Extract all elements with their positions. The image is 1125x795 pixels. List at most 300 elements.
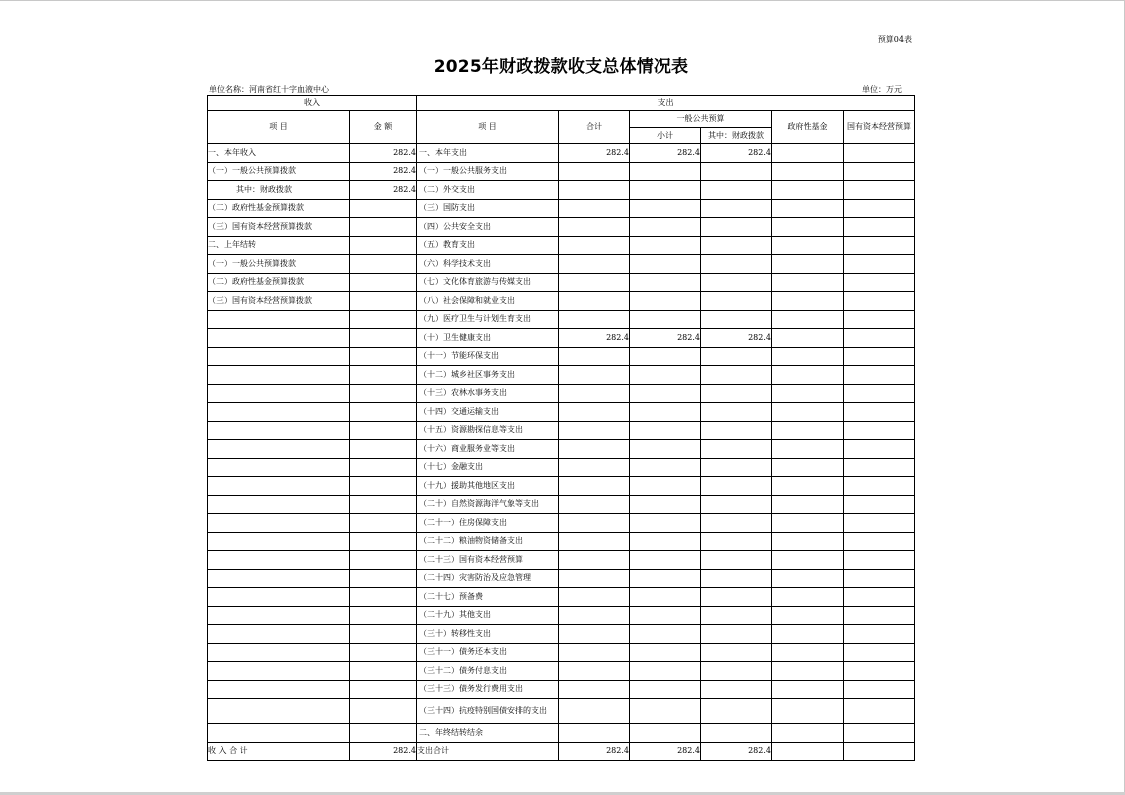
expense-header: 支出 <box>417 96 915 111</box>
expense-item-cell: （十二）城乡社区事务支出 <box>417 366 559 385</box>
fiscal-cell <box>701 643 772 662</box>
gov-fund-cell <box>772 329 844 348</box>
expense-gov-fund-cell <box>772 742 844 760</box>
total-cell <box>559 458 630 477</box>
fiscal-cell <box>701 421 772 440</box>
state-capital-cell <box>844 199 915 218</box>
income-amount-cell <box>350 218 417 237</box>
table-row <box>208 514 915 533</box>
income-item-cell <box>208 643 350 662</box>
expense-item-cell: （十五）资源勘探信息等支出 <box>417 421 559 440</box>
state-capital-cell <box>844 236 915 255</box>
income-item-cell <box>208 588 350 607</box>
gov-fund-cell <box>772 477 844 496</box>
income-amount-cell <box>350 680 417 699</box>
fiscal-cell <box>701 218 772 237</box>
state-capital-cell <box>844 724 915 743</box>
table-row <box>208 199 915 218</box>
income-amount-cell <box>350 310 417 329</box>
fiscal-cell <box>701 403 772 422</box>
fiscal-cell <box>701 625 772 644</box>
table-row <box>208 643 915 662</box>
total-cell <box>559 403 630 422</box>
state-capital-cell <box>844 606 915 625</box>
gov-fund-cell <box>772 724 844 743</box>
fiscal-cell: 282.4 <box>701 329 772 348</box>
income-item-cell <box>208 551 350 570</box>
income-item-cell <box>208 514 350 533</box>
table-row <box>208 366 915 385</box>
expense-item-cell: （二十三）国有资本经营预算 <box>417 551 559 570</box>
state-capital-cell <box>844 699 915 724</box>
income-amount-cell: 282.4 <box>350 181 417 200</box>
subtotal-cell <box>630 347 701 366</box>
income-amount-cell <box>350 292 417 311</box>
subtotal-cell <box>630 421 701 440</box>
subtotal-cell <box>630 366 701 385</box>
total-cell <box>559 440 630 459</box>
income-item-cell <box>208 724 350 743</box>
state-capital-cell <box>844 421 915 440</box>
income-amount-cell <box>350 724 417 743</box>
expense-item-cell: （七）文化体育旅游与传媒支出 <box>417 273 559 292</box>
income-amount-cell <box>350 569 417 588</box>
income-item-cell <box>208 347 350 366</box>
expense-item-cell: （八）社会保障和就业支出 <box>417 292 559 311</box>
fiscal-header: 其中：财政拨款 <box>701 128 772 144</box>
expense-item-cell: （二十）自然资源海洋气象等支出 <box>417 495 559 514</box>
income-amount-header: 金 额 <box>350 111 417 144</box>
expense-item-cell: （九）医疗卫生与计划生育支出 <box>417 310 559 329</box>
table-row <box>208 236 915 255</box>
total-cell <box>559 625 630 644</box>
total-cell <box>559 680 630 699</box>
gov-fund-cell <box>772 144 844 163</box>
table-row <box>208 384 915 403</box>
fiscal-cell <box>701 724 772 743</box>
gov-fund-cell <box>772 569 844 588</box>
table-row <box>208 292 915 311</box>
fiscal-cell <box>701 162 772 181</box>
income-amount-cell <box>350 514 417 533</box>
state-capital-cell <box>844 662 915 681</box>
subtotal-cell <box>630 440 701 459</box>
table-row <box>208 606 915 625</box>
expense-item-cell: （十七）金融支出 <box>417 458 559 477</box>
income-item-cell <box>208 625 350 644</box>
gov-fund-cell <box>772 199 844 218</box>
subtotal-cell <box>630 532 701 551</box>
gov-fund-cell <box>772 606 844 625</box>
income-item-cell: 二、上年结转 <box>208 236 350 255</box>
expense-fiscal-cell: 282.4 <box>701 742 772 760</box>
state-capital-cell <box>844 181 915 200</box>
total-cell <box>559 236 630 255</box>
income-amount-cell <box>350 551 417 570</box>
income-amount-cell <box>350 643 417 662</box>
expense-item-cell: （二十七）预备费 <box>417 588 559 607</box>
income-item-cell <box>208 458 350 477</box>
table-row <box>208 310 915 329</box>
state-capital-cell <box>844 347 915 366</box>
subtotal-cell <box>630 310 701 329</box>
table-row <box>208 699 915 724</box>
expense-subtotal-cell: 282.4 <box>630 742 701 760</box>
table-row <box>208 724 915 743</box>
income-item-cell: （一）一般公共预算拨款 <box>208 162 350 181</box>
fiscal-cell <box>701 273 772 292</box>
state-capital-cell <box>844 458 915 477</box>
income-item-cell <box>208 384 350 403</box>
table-row <box>208 403 915 422</box>
state-capital-cell <box>844 403 915 422</box>
gov-fund-cell <box>772 440 844 459</box>
gov-fund-cell <box>772 421 844 440</box>
expense-item-cell: （十四）交通运输支出 <box>417 403 559 422</box>
income-amount-cell <box>350 440 417 459</box>
income-amount-cell <box>350 329 417 348</box>
expense-item-cell: （一）一般公共服务支出 <box>417 162 559 181</box>
fiscal-cell <box>701 199 772 218</box>
subtotal-cell <box>630 643 701 662</box>
state-capital-cell <box>844 495 915 514</box>
subtotal-cell <box>630 625 701 644</box>
total-cell <box>559 273 630 292</box>
state-capital-cell <box>844 292 915 311</box>
fiscal-cell <box>701 366 772 385</box>
expense-item-cell: （二十九）其他支出 <box>417 606 559 625</box>
subtotal-cell <box>630 477 701 496</box>
budget-table <box>207 95 915 761</box>
fiscal-cell <box>701 569 772 588</box>
total-cell <box>559 162 630 181</box>
expense-item-cell: （三十一）债务还本支出 <box>417 643 559 662</box>
expense-item-cell: （十三）农林水事务支出 <box>417 384 559 403</box>
gov-fund-cell <box>772 403 844 422</box>
subtotal-cell: 282.4 <box>630 329 701 348</box>
income-item-cell <box>208 329 350 348</box>
income-amount-cell <box>350 662 417 681</box>
subtotal-cell <box>630 255 701 274</box>
table-row <box>208 329 915 348</box>
total-cell <box>559 551 630 570</box>
fiscal-cell <box>701 514 772 533</box>
subtotal-cell: 282.4 <box>630 144 701 163</box>
table-row <box>208 625 915 644</box>
subtotal-cell <box>630 588 701 607</box>
table-row <box>208 421 915 440</box>
fiscal-cell <box>701 310 772 329</box>
income-amount-cell: 282.4 <box>350 162 417 181</box>
income-item-cell <box>208 440 350 459</box>
total-cell <box>559 366 630 385</box>
table-row <box>208 181 915 200</box>
state-capital-cell <box>844 273 915 292</box>
subtotal-cell <box>630 273 701 292</box>
total-cell <box>559 495 630 514</box>
total-cell <box>559 606 630 625</box>
subtotal-cell <box>630 724 701 743</box>
expense-total-cell: 282.4 <box>559 742 630 760</box>
income-amount-cell <box>350 699 417 724</box>
gov-fund-cell <box>772 699 844 724</box>
page-top-border <box>0 0 1125 1</box>
subtotal-cell <box>630 162 701 181</box>
subtotal-cell <box>630 495 701 514</box>
expense-item-cell: （三）国防支出 <box>417 199 559 218</box>
expense-item-cell: （二）外交支出 <box>417 181 559 200</box>
state-capital-cell <box>844 162 915 181</box>
state-capital-cell <box>844 569 915 588</box>
fiscal-cell <box>701 440 772 459</box>
fiscal-cell: 282.4 <box>701 144 772 163</box>
income-header: 收入 <box>208 96 417 111</box>
income-item-cell: 其中：财政拨款 <box>208 181 350 200</box>
state-capital-cell <box>844 310 915 329</box>
subtotal-cell <box>630 606 701 625</box>
income-total-amount: 282.4 <box>350 742 417 760</box>
subtotal-cell <box>630 569 701 588</box>
income-total-label: 收 入 合 计 <box>208 742 350 760</box>
subtotal-header: 小计 <box>630 128 701 144</box>
subtotal-cell <box>630 218 701 237</box>
fiscal-cell <box>701 384 772 403</box>
subtotal-cell <box>630 384 701 403</box>
fiscal-cell <box>701 532 772 551</box>
expense-item-cell: （三十）转移性支出 <box>417 625 559 644</box>
income-amount-cell <box>350 384 417 403</box>
income-item-cell: （二）政府性基金预算拨款 <box>208 273 350 292</box>
gov-fund-cell <box>772 662 844 681</box>
income-amount-cell <box>350 199 417 218</box>
table-row <box>208 680 915 699</box>
income-item-cell <box>208 699 350 724</box>
total-cell <box>559 662 630 681</box>
fiscal-cell <box>701 699 772 724</box>
total-cell <box>559 643 630 662</box>
subtotal-cell <box>630 199 701 218</box>
table-row <box>208 347 915 366</box>
gov-fund-cell <box>772 384 844 403</box>
gov-fund-cell <box>772 514 844 533</box>
table-row <box>208 662 915 681</box>
gov-fund-cell <box>772 458 844 477</box>
income-item-cell: （一）一般公共预算拨款 <box>208 255 350 274</box>
total-cell <box>559 588 630 607</box>
total-cell <box>559 532 630 551</box>
expense-item-cell: （十）卫生健康支出 <box>417 329 559 348</box>
gov-fund-cell <box>772 310 844 329</box>
income-amount-cell: 282.4 <box>350 144 417 163</box>
total-cell <box>559 347 630 366</box>
gov-fund-cell <box>772 181 844 200</box>
expense-item-cell: （五）教育支出 <box>417 236 559 255</box>
state-capital-cell <box>844 477 915 496</box>
total-cell <box>559 199 630 218</box>
state-capital-cell <box>844 625 915 644</box>
gov-fund-header: 政府性基金 <box>772 111 844 144</box>
expense-item-cell: （六）科学技术支出 <box>417 255 559 274</box>
income-item-cell <box>208 310 350 329</box>
income-amount-cell <box>350 495 417 514</box>
income-item-cell: 一、本年收入 <box>208 144 350 163</box>
income-item-header: 项 目 <box>208 111 350 144</box>
gov-fund-cell <box>772 255 844 274</box>
income-amount-cell <box>350 588 417 607</box>
fiscal-cell <box>701 477 772 496</box>
income-item-cell <box>208 532 350 551</box>
table-row <box>208 162 915 181</box>
income-item-cell: （三）国有资本经营预算拨款 <box>208 218 350 237</box>
subtotal-cell <box>630 292 701 311</box>
income-item-cell: （三）国有资本经营预算拨款 <box>208 292 350 311</box>
income-amount-cell <box>350 532 417 551</box>
expense-state-capital-cell <box>844 742 915 760</box>
expense-item-cell: （十九）援助其他地区支出 <box>417 477 559 496</box>
gov-fund-cell <box>772 292 844 311</box>
expense-item-cell: （三十三）债务发行费用支出 <box>417 680 559 699</box>
state-capital-header: 国有资本经营预算 <box>844 111 915 144</box>
expense-item-cell: （四）公共安全支出 <box>417 218 559 237</box>
expense-item-cell: （十六）商业服务业等支出 <box>417 440 559 459</box>
expense-item-cell: 二、年终结转结余 <box>417 724 559 743</box>
expense-item-cell: （二十二）粮油物资储备支出 <box>417 532 559 551</box>
income-item-cell <box>208 606 350 625</box>
state-capital-cell <box>844 514 915 533</box>
income-amount-cell <box>350 255 417 274</box>
state-capital-cell <box>844 384 915 403</box>
table-row <box>208 495 915 514</box>
income-item-cell <box>208 477 350 496</box>
state-capital-cell <box>844 144 915 163</box>
total-cell <box>559 724 630 743</box>
fiscal-cell <box>701 680 772 699</box>
total-cell <box>559 569 630 588</box>
gov-fund-cell <box>772 366 844 385</box>
total-cell <box>559 292 630 311</box>
table-row <box>208 532 915 551</box>
total-cell <box>559 384 630 403</box>
income-amount-cell <box>350 366 417 385</box>
fiscal-cell <box>701 181 772 200</box>
fiscal-cell <box>701 347 772 366</box>
expense-item-cell: （三十二）债务付息支出 <box>417 662 559 681</box>
income-item-cell <box>208 569 350 588</box>
income-item-cell <box>208 495 350 514</box>
table-row <box>208 588 915 607</box>
gov-fund-cell <box>772 236 844 255</box>
table-row <box>208 477 915 496</box>
fiscal-cell <box>701 292 772 311</box>
gov-fund-cell <box>772 551 844 570</box>
income-item-cell <box>208 680 350 699</box>
currency-unit: 单位：万元 <box>862 85 902 94</box>
gov-fund-cell <box>772 532 844 551</box>
expense-item-cell: 一、本年支出 <box>417 144 559 163</box>
state-capital-cell <box>844 366 915 385</box>
page-title: 2025年财政拨款收支总体情况表 <box>433 57 689 77</box>
fiscal-cell <box>701 255 772 274</box>
expense-item-cell: （二十四）灾害防治及应急管理 <box>417 569 559 588</box>
table-row <box>208 569 915 588</box>
gov-fund-cell <box>772 625 844 644</box>
unit-name: 单位名称：河南省红十字血液中心 <box>209 85 329 94</box>
fiscal-cell <box>701 606 772 625</box>
state-capital-cell <box>844 329 915 348</box>
state-capital-cell <box>844 255 915 274</box>
subtotal-cell <box>630 181 701 200</box>
subtotal-cell <box>630 680 701 699</box>
subtotal-cell <box>630 699 701 724</box>
total-cell <box>559 255 630 274</box>
total-cell <box>559 699 630 724</box>
gov-fund-cell <box>772 218 844 237</box>
fiscal-cell <box>701 588 772 607</box>
total-cell <box>559 421 630 440</box>
subtotal-cell <box>630 458 701 477</box>
gov-fund-cell <box>772 347 844 366</box>
subtotal-cell <box>630 236 701 255</box>
subtotal-cell <box>630 662 701 681</box>
income-item-cell: （二）政府性基金预算拨款 <box>208 199 350 218</box>
fiscal-cell <box>701 662 772 681</box>
total-cell <box>559 181 630 200</box>
state-capital-cell <box>844 440 915 459</box>
income-item-cell <box>208 403 350 422</box>
subtotal-cell <box>630 403 701 422</box>
income-item-cell <box>208 366 350 385</box>
table-row <box>208 551 915 570</box>
gov-fund-cell <box>772 273 844 292</box>
state-capital-cell <box>844 588 915 607</box>
income-amount-cell <box>350 273 417 292</box>
expense-item-cell: （三十四）抗疫特别国债安排的支出 <box>417 699 559 724</box>
income-amount-cell <box>350 421 417 440</box>
income-item-cell <box>208 662 350 681</box>
expense-total-label: 支出合计 <box>417 742 559 760</box>
state-capital-cell <box>844 218 915 237</box>
general-budget-header: 一般公共预算 <box>630 111 772 128</box>
total-cell <box>559 310 630 329</box>
table-row <box>208 273 915 292</box>
income-amount-cell <box>350 403 417 422</box>
expense-item-header: 项 目 <box>417 111 559 144</box>
gov-fund-cell <box>772 588 844 607</box>
table-row <box>208 144 915 163</box>
table-row <box>208 458 915 477</box>
total-header: 合计 <box>559 111 630 144</box>
table-row <box>208 218 915 237</box>
subtotal-cell <box>630 514 701 533</box>
gov-fund-cell <box>772 495 844 514</box>
gov-fund-cell <box>772 680 844 699</box>
state-capital-cell <box>844 643 915 662</box>
income-amount-cell <box>350 477 417 496</box>
income-item-cell <box>208 421 350 440</box>
state-capital-cell <box>844 532 915 551</box>
income-amount-cell <box>350 458 417 477</box>
expense-item-cell: （十一）节能环保支出 <box>417 347 559 366</box>
totals-row <box>208 742 915 760</box>
subtotal-cell <box>630 551 701 570</box>
fiscal-cell <box>701 236 772 255</box>
state-capital-cell <box>844 680 915 699</box>
income-amount-cell <box>350 606 417 625</box>
table-row <box>208 440 915 459</box>
income-amount-cell <box>350 347 417 366</box>
gov-fund-cell <box>772 643 844 662</box>
form-number: 预算04表 <box>877 35 912 44</box>
